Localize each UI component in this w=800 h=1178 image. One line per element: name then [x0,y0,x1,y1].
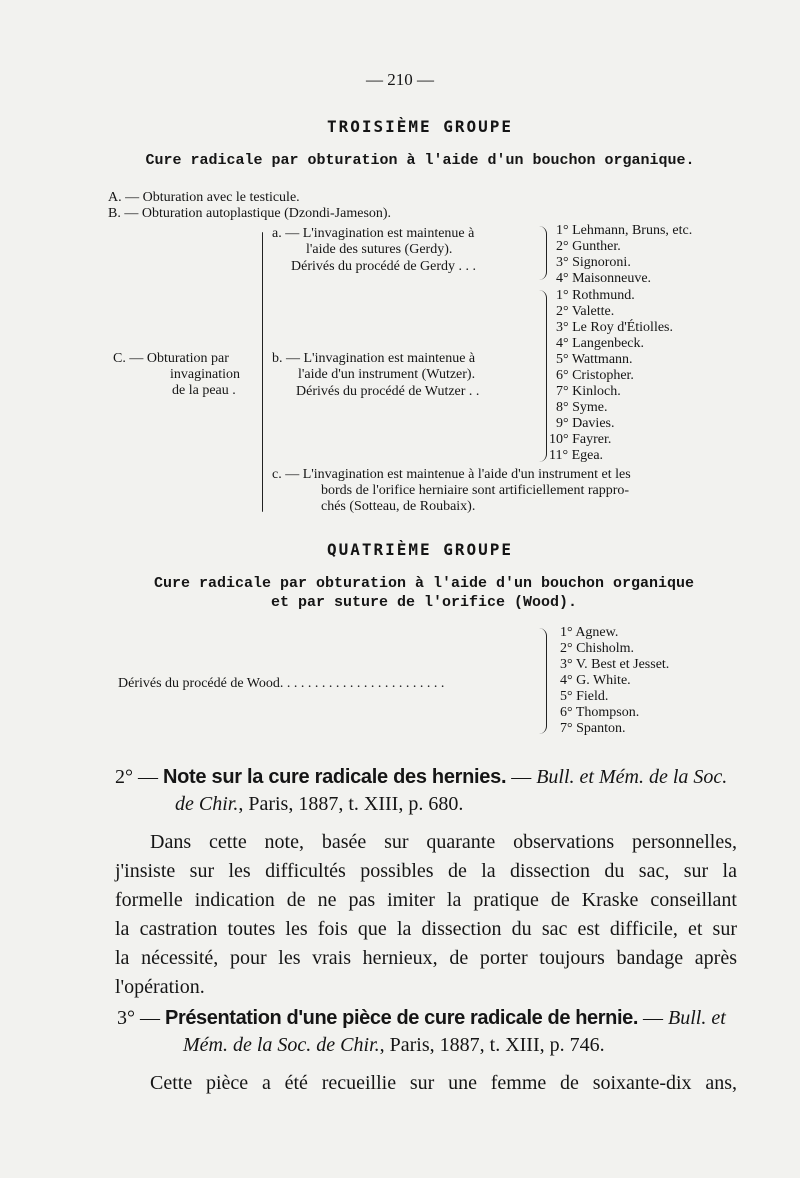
group3-a-line-3: Dérivés du procédé de Gerdy . . . [291,259,477,274]
note3-ref-journal: Bull. et [668,1007,726,1029]
group3-b-list-4: 4° Langenbeck. [556,336,645,351]
note2-heading-line-2 [175,790,463,818]
group3-item-c-label-2: invagination [170,367,240,382]
group3-a-line-1: a. — L'invagination est maintenue à [272,226,475,241]
group3-a-list-3: 3° Signoroni. [556,255,631,270]
group3-b-list-2: 2° Valette. [556,304,615,319]
group3-b-list-7: 7° Kinloch. [556,384,621,399]
group4-list-4: 4° G. White. [560,673,631,688]
group4-list-6: 6° Thompson. [560,705,640,720]
group4-subtitle-1: Cure radicale par obturation à l'aide d'un bouchon organique [153,575,695,592]
group4-list-2: 2° Chisholm. [560,641,635,656]
group3-c-line-1: c. — L'invagination est maintenue à l'aide d'un instrument et les [272,467,631,482]
note2-ref-rest: , Paris, 1887, t. XIII, p. 680. [238,793,464,815]
group3-a-line-2: l'aide des sutures (Gerdy). [306,242,453,257]
note3-title: Présentation d'une pièce de cure radicale de hernie. [165,1007,639,1029]
group4-title: QUATRIÈME GROUPE [326,540,514,559]
group3-b-line-3: Dérivés du procédé de Wutzer . . [296,384,480,399]
note2-paragraph [115,828,737,1002]
group3-b-brace [536,290,547,462]
group4-subtitle-2: et par suture de l'orifice (Wood). [270,594,578,611]
note2-ref-journal-2: de Chir. [175,793,239,815]
group3-b-list-9: 9° Davies. [556,416,615,431]
group3-subtitle: Cure radicale par obturation à l'aide d'un bouchon organique. [145,152,695,169]
group3-b-list-1: 1° Rothmund. [556,288,635,303]
note2-number: 2° — [115,766,158,788]
group3-b-list-3: 3° Le Roy d'Étiolles. [556,320,673,335]
group3-b-list-10: 10° Fayrer. [549,432,612,447]
note2-para-line-6: l'opération. [115,976,205,998]
group4-brace [536,628,547,734]
note2-para-line-5: la nécessité, pour les vrais hernieux, de porter toujours bandage après [115,947,737,969]
group3-item-a: A. — Obturation avec le testicule. [108,190,300,205]
group3-item-c-label-1: C. — Obturation par [113,351,229,366]
group3-c-brace [262,232,263,512]
note2-title: Note sur la cure radicale des hernies. [163,766,507,788]
group4-list-1: 1° Agnew. [560,625,619,640]
group3-item-c-label-3: de la peau . [172,383,236,398]
group3-b-list-6: 6° Cristopher. [556,368,634,383]
note3-ref-dash: — [643,1007,664,1029]
note3-heading-line-2 [183,1031,605,1059]
group3-b-line-2: l'aide d'un instrument (Wutzer). [298,367,476,382]
note2-para-line-2: j'insiste sur les difficultés possibles de la dissection du sac, sur la [115,860,737,882]
group3-b-list-8: 8° Syme. [556,400,608,415]
group3-item-b: B. — Obturation autoplastique (Dzondi-Jameson). [108,206,392,221]
group4-derived: Dérivés du procédé de Wood. . . . . . . . . . . . . . . . . . . . . . . . [118,676,445,691]
note2-heading-line-1 [115,763,727,791]
note3-ref-rest: , Paris, 1887, t. XIII, p. 746. [379,1034,605,1056]
page-number: — 210 — [366,70,434,89]
note2-para-line-3: formelle indication de ne pas imiter la pratique de Kraske conseillant [115,889,737,911]
group3-b-list-11: 11° Egea. [549,448,604,463]
note3-heading-line-1 [117,1004,726,1032]
group3-title: TROISIÈME GROUPE [326,117,514,136]
group3-a-list-4: 4° Maisonneuve. [556,271,652,286]
group3-a-brace [536,226,547,280]
note3-number: 3° — [117,1007,160,1029]
note3-para-line-1: Cette pièce a été recueillie sur une femme de soixante-dix ans, [150,1072,737,1094]
group3-c-line-2: bords de l'orifice herniaire sont artificiellement rappro- [321,483,630,498]
note2-para-line-4: la castration toutes les fois que la dissection du sac est difficile, et sur [115,918,737,940]
note2-para-line-1: Dans cette note, basée sur quarante observations personnelles, [150,831,737,853]
group4-list-7: 7° Spanton. [560,721,626,736]
group4-list-5: 5° Field. [560,689,609,704]
group3-c-line-3: chés (Sotteau, de Roubaix). [321,499,476,514]
group3-a-list-1: 1° Lehmann, Bruns, etc. [556,223,693,238]
group3-a-list-2: 2° Gunther. [556,239,621,254]
note3-paragraph [150,1069,737,1098]
note2-ref-journal: Bull. et Mém. de la Soc. [536,766,728,788]
group3-b-list-5: 5° Wattmann. [556,352,633,367]
note2-ref-dash: — [511,766,532,788]
note3-ref-journal-2: Mém. de la Soc. de Chir. [183,1034,380,1056]
group3-b-line-1: b. — L'invagination est maintenue à [272,351,476,366]
group4-list-3: 3° V. Best et Jesset. [560,657,670,672]
